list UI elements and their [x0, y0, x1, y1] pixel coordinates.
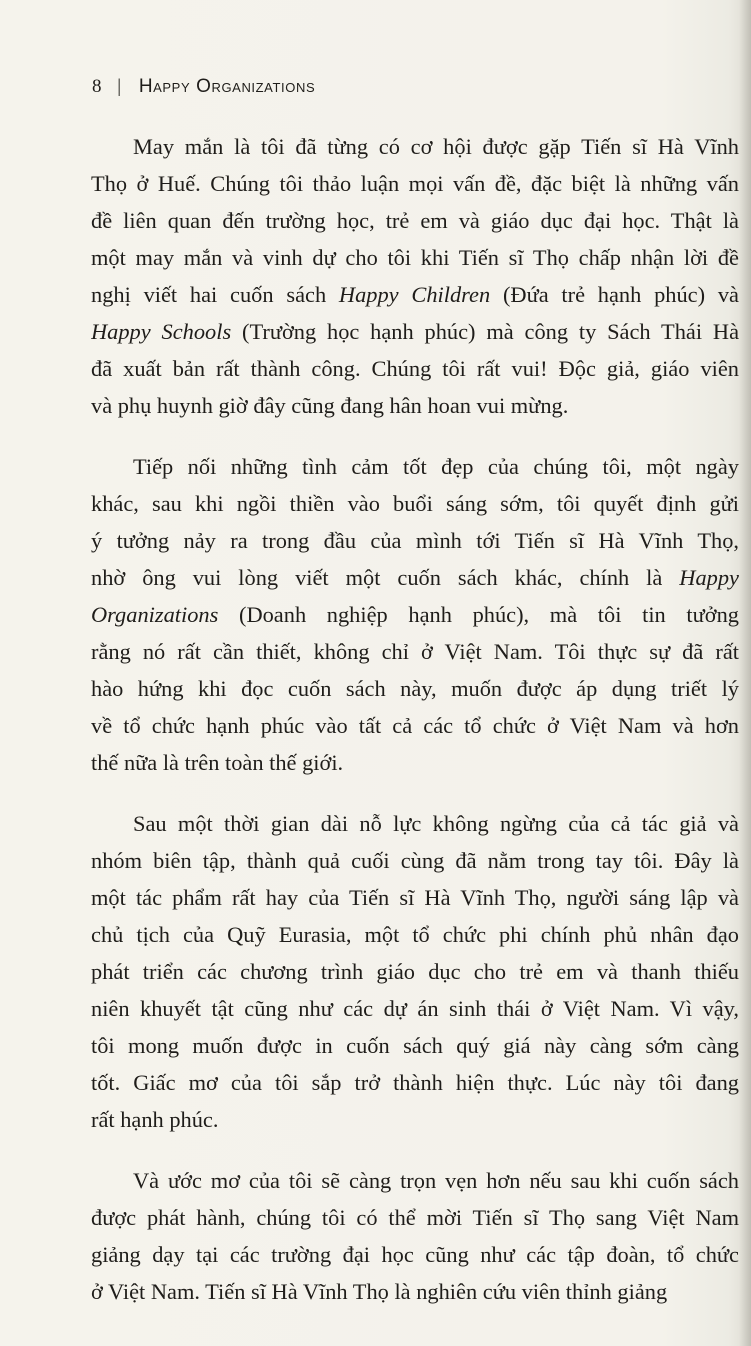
text-line — [91, 1064, 739, 1101]
text-line — [91, 953, 739, 990]
text-segment: nhờ ông vui lòng viết một cuốn sách khác, chính là — [91, 565, 680, 590]
text-line — [91, 448, 739, 485]
text-line — [91, 916, 739, 953]
text-segment: phát triển các chương trình giáo dục cho trẻ em và thanh thiếu — [91, 959, 739, 984]
text-line — [91, 485, 739, 522]
text-line — [91, 1273, 739, 1310]
text-segment: ở Việt Nam. Tiến sĩ Hà Vĩnh Thọ là nghiên cứu viên thỉnh giảng — [91, 1279, 668, 1304]
paragraph — [91, 448, 739, 781]
text-segment: giảng dạy tại các trường đại học cũng như các tập đoàn, tổ chức — [91, 1242, 739, 1267]
text-line — [91, 559, 739, 596]
text-segment: tôi mong muốn được in cuốn sách quý giá này càng sớm càng — [91, 1033, 739, 1058]
text-line — [91, 744, 739, 781]
italic-title: Happy Children — [338, 282, 491, 307]
text-segment: Tiếp nối những tình cảm tốt đẹp của chúng tôi, một ngày — [133, 454, 739, 479]
text-line — [91, 842, 739, 879]
text-line — [91, 1101, 739, 1138]
text-segment: nhóm biên tập, thành quả cuối cùng đã nằm trong tay tôi. Đây là — [91, 848, 739, 873]
text-segment: một tác phẩm rất hay của Tiến sĩ Hà Vĩnh Thọ, người sáng lập và — [91, 885, 739, 910]
text-segment: nghị viết hai cuốn sách — [91, 282, 339, 307]
text-segment: niên khuyết tật cũng như các dự án sinh thái ở Việt Nam. Vì vậy, — [91, 996, 739, 1021]
text-line — [91, 707, 739, 744]
italic-title: Happy — [679, 565, 739, 590]
text-segment: ý tưởng nảy ra trong đầu của mình tới Tiến sĩ Hà Vĩnh Thọ, — [91, 528, 739, 553]
text-segment: rất hạnh phúc. — [91, 1107, 219, 1132]
text-segment: thế nữa là trên toàn thế giới. — [91, 750, 344, 775]
text-segment: đề liên quan đến trường học, trẻ em và giáo dục đại học. Thật là — [91, 208, 739, 233]
text-line — [91, 165, 739, 202]
text-segment: chủ tịch của Quỹ Eurasia, một tổ chức phi chính phủ nhân đạo — [91, 922, 739, 947]
text-line — [91, 633, 739, 670]
text-line — [91, 670, 739, 707]
text-segment: (Doanh nghiệp hạnh phúc), mà tôi tin tưởng — [218, 602, 739, 627]
text-line — [91, 239, 739, 276]
text-segment: (Đứa trẻ hạnh phúc) và — [490, 282, 739, 307]
body-text — [91, 128, 739, 1334]
header-separator: | — [117, 76, 122, 97]
text-line — [91, 596, 739, 633]
paragraph — [91, 805, 739, 1138]
running-header — [92, 76, 315, 98]
text-line — [91, 1027, 739, 1064]
text-line — [91, 350, 739, 387]
text-segment: hào hứng khi đọc cuốn sách này, muốn được áp dụng triết lý — [91, 676, 739, 701]
text-line — [91, 387, 739, 424]
text-line — [91, 128, 739, 165]
text-segment: Thọ ở Huế. Chúng tôi thảo luận mọi vấn đề, đặc biệt là những vấn — [91, 171, 739, 196]
text-segment: được phát hành, chúng tôi có thể mời Tiến sĩ Thọ sang Việt Nam — [91, 1205, 739, 1230]
italic-title: Organizations — [91, 602, 219, 627]
text-line — [91, 805, 739, 842]
text-segment: (Trường học hạnh phúc) mà công ty Sách Thái Hà — [231, 319, 739, 344]
text-segment: May mắn là tôi đã từng có cơ hội được gặp Tiến sĩ Hà Vĩnh — [133, 134, 739, 159]
text-line — [91, 1236, 739, 1273]
text-segment: Và ước mơ của tôi sẽ càng trọn vẹn hơn nếu sau khi cuốn sách — [133, 1168, 739, 1193]
text-segment: và phụ huynh giờ đây cũng đang hân hoan vui mừng. — [91, 393, 569, 418]
text-segment: khác, sau khi ngồi thiền vào buổi sáng sớm, tôi quyết định gửi — [91, 491, 739, 516]
page-number: 8 — [92, 76, 102, 97]
text-segment: về tổ chức hạnh phúc vào tất cả các tổ chức ở Việt Nam và hơn — [91, 713, 739, 738]
italic-title: Happy Schools — [91, 319, 232, 344]
text-segment: Sau một thời gian dài nỗ lực không ngừng của cả tác giả và — [133, 811, 739, 836]
text-line — [91, 1199, 739, 1236]
text-line — [91, 313, 739, 350]
text-line — [91, 879, 739, 916]
text-line — [91, 1162, 739, 1199]
text-line — [91, 202, 739, 239]
text-line — [91, 990, 739, 1027]
paragraph — [91, 1162, 739, 1310]
book-title: Happy Organizations — [138, 76, 316, 97]
text-segment: rằng nó rất cần thiết, không chỉ ở Việt Nam. Tôi thực sự đã rất — [91, 639, 739, 664]
text-segment: một may mắn và vinh dự cho tôi khi Tiến sĩ Thọ chấp nhận lời đề — [91, 245, 739, 270]
text-line — [91, 522, 739, 559]
page-edge-shadow — [739, 0, 751, 1346]
text-segment: đã xuất bản rất thành công. Chúng tôi rất vui! Độc giả, giáo viên — [91, 356, 739, 381]
paragraph — [91, 128, 739, 424]
text-line — [91, 276, 739, 313]
text-segment: tốt. Giấc mơ của tôi sắp trở thành hiện thực. Lúc này tôi đang — [91, 1070, 739, 1095]
